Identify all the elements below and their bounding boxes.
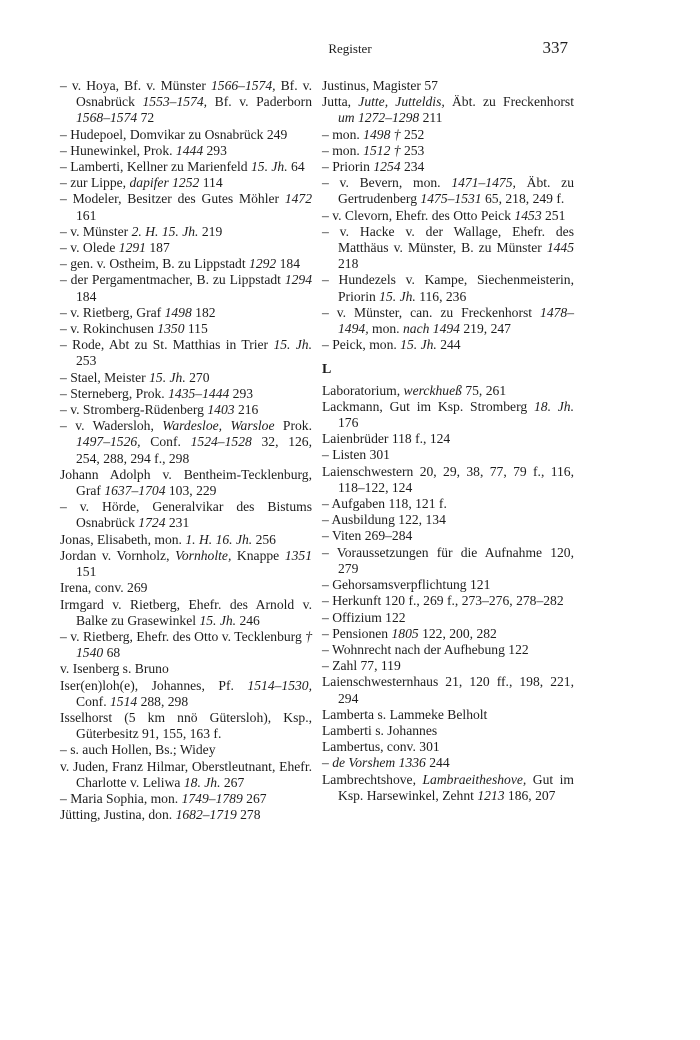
entry-italic-text: Vornholte, xyxy=(175,547,232,563)
index-entry xyxy=(60,629,312,661)
index-entry xyxy=(322,399,574,431)
entry-text: – Herkunft 120 f., 269 f., 273–276, 278–282 xyxy=(322,593,564,609)
index-entry xyxy=(322,772,574,804)
entry-text: 231 xyxy=(165,515,190,531)
index-entry xyxy=(322,337,574,353)
entry-italic-text: 1497–1526, xyxy=(76,434,141,450)
entry-text: Jonas, Elisabeth, mon. xyxy=(60,531,186,547)
entry-text: v. Isenberg s. Bruno xyxy=(60,661,169,677)
index-entry xyxy=(60,548,312,580)
index-entry xyxy=(60,402,312,418)
entry-italic-text: 1553–1574, xyxy=(142,94,208,110)
entry-italic-text: 1291 xyxy=(118,240,146,256)
entry-italic-text: 1568–1574 xyxy=(76,110,138,126)
entry-text: 122, 200, 282 xyxy=(418,625,497,641)
index-entry xyxy=(322,447,574,463)
entry-text: Lamberta s. Lammeke Belholt xyxy=(322,706,488,722)
entry-italic-text: 1566–1574, xyxy=(210,78,276,93)
entry-italic-text: 1351 xyxy=(284,547,312,563)
index-entry xyxy=(60,661,312,677)
entry-italic-text: de Vorshem 1336 xyxy=(332,755,426,771)
entry-text: 115 xyxy=(184,321,208,337)
entry-italic-text: 1350 xyxy=(157,321,185,337)
entry-italic-text: nach 1494 xyxy=(402,321,460,337)
index-entry xyxy=(60,678,312,710)
entry-italic-text: dapifer 1252 xyxy=(129,175,200,191)
entry-text: Gut im Ksp. Harsewinkel, Zehnt xyxy=(338,771,574,803)
index-entry xyxy=(60,305,312,321)
entry-text: 270 xyxy=(185,369,210,385)
index-entry xyxy=(60,159,312,175)
entry-text: Jutta, xyxy=(322,94,359,110)
entry-italic-text: 1435–1444 xyxy=(168,385,230,401)
entry-text: Iser(en)loh(e), Johannes, Pf. xyxy=(60,677,248,693)
index-entry xyxy=(322,545,574,577)
entry-text: 253 xyxy=(400,142,425,158)
entry-text: – xyxy=(322,755,333,771)
entry-italic-text: 1498 † xyxy=(363,126,401,142)
index-entry xyxy=(60,807,312,823)
entry-italic-text: 1445 xyxy=(546,240,574,256)
entry-text: – v. Rietberg, Graf xyxy=(60,304,165,320)
index-entry xyxy=(322,593,574,609)
entry-text: – v. Münster xyxy=(60,223,132,239)
entry-text: – Rode, Abt zu St. Matthias in Trier xyxy=(60,337,274,353)
index-entry xyxy=(60,224,312,240)
entry-italic-text: 18. Jh. xyxy=(533,398,574,414)
entry-text: v. Juden, Franz Hilmar, Oberstleutnant, Ehefr. Charlotte v. Leliwa xyxy=(60,758,312,790)
entry-italic-text: 1514 xyxy=(109,693,138,709)
entry-text: – Gehorsamsverpflichtung 121 xyxy=(322,577,491,593)
index-entry xyxy=(322,626,574,642)
entry-italic-text: 15. Jh. xyxy=(251,159,288,175)
index-entry xyxy=(60,127,312,143)
entry-text: 244 xyxy=(425,755,450,771)
entry-text: Laienbrüder 118 f., 124 xyxy=(322,431,451,447)
entry-italic-text: 18. Jh. xyxy=(183,774,221,790)
index-entry xyxy=(322,272,574,304)
page-number: 337 xyxy=(542,38,568,57)
entry-text: 161 xyxy=(76,207,97,223)
index-entry xyxy=(60,321,312,337)
entry-text: Prok. xyxy=(274,418,312,434)
index-entry xyxy=(60,597,312,629)
index-entry xyxy=(322,577,574,593)
index-entry xyxy=(322,175,574,207)
entry-text: 211 xyxy=(419,110,443,126)
entry-text: – Viten 269–284 xyxy=(322,528,413,544)
entry-text: 64 xyxy=(287,159,305,175)
index-entry xyxy=(322,674,574,706)
entry-italic-text: 15. Jh. xyxy=(199,612,237,628)
entry-text: – v. Stromberg-Rüdenberg xyxy=(60,402,208,418)
entry-italic-text: 15. Jh. xyxy=(273,337,313,353)
left-index-column xyxy=(60,78,312,823)
entry-text: – v. Wadersloh, xyxy=(60,418,163,434)
entry-italic-text: Lambraeitheshove, xyxy=(422,771,527,787)
entry-text: 103, 229 xyxy=(165,483,217,499)
entry-text: 252 xyxy=(400,126,425,142)
index-entry xyxy=(322,723,574,739)
entry-italic-text: 1403 xyxy=(207,402,235,418)
entry-text: Bf. v. Osnabrück xyxy=(76,78,312,110)
index-entry xyxy=(60,580,312,596)
index-entry xyxy=(60,272,312,304)
entry-text: – Listen 301 xyxy=(322,447,390,463)
index-entry xyxy=(322,94,574,126)
entry-text: – Aufgaben 118, 121 f. xyxy=(322,496,447,512)
entry-text: – der Pergamentmacher, B. zu Lippstadt xyxy=(60,272,285,288)
entry-text: 278 xyxy=(236,807,261,823)
entry-text: 253 xyxy=(76,353,97,369)
index-entry xyxy=(322,642,574,658)
index-entry xyxy=(322,431,574,447)
index-entry xyxy=(60,532,312,548)
entry-text: – s. auch Hollen, Bs.; Widey xyxy=(60,742,216,758)
entry-text: 72 xyxy=(137,110,155,126)
entry-text: – Voraussetzungen für die Aufnahme 120, 279 xyxy=(322,544,574,576)
index-entry xyxy=(60,742,312,758)
entry-italic-text: 1805 xyxy=(391,625,419,641)
entry-text: – v. Hoya, Bf. v. Münster xyxy=(60,78,211,93)
entry-text: – v. Hörde, Generalvikar des Bistums Osnabrück xyxy=(60,499,312,531)
index-entry xyxy=(60,759,312,791)
index-entry xyxy=(60,791,312,807)
entry-italic-text: 1444 xyxy=(175,142,204,158)
entry-italic-text: 1471–1475, xyxy=(451,175,516,191)
entry-text: Irmgard v. Rietberg, Ehefr. des Arnold v. Balke zu Grasewinkel xyxy=(60,596,312,628)
entry-text: 216 xyxy=(234,402,259,418)
entry-text: 114 xyxy=(199,175,223,191)
entry-text: Laienschwesternhaus 21, 120 ff., 198, 221, 294 xyxy=(322,674,574,706)
entry-italic-text: 1724 xyxy=(138,515,166,531)
entry-italic-text: um 1272–1298 xyxy=(338,110,420,126)
entry-italic-text: 15. Jh. xyxy=(400,337,437,353)
entry-text: – mon. xyxy=(322,142,364,158)
index-entry xyxy=(322,707,574,723)
index-entry xyxy=(60,256,312,272)
entry-text: – Peick, mon. xyxy=(322,337,401,353)
entry-text: Conf. xyxy=(140,434,191,450)
index-entry xyxy=(322,528,574,544)
entry-italic-text: Wardesloe, Warsloe xyxy=(162,418,275,434)
entry-italic-text: 2. H. 15. Jh. xyxy=(131,223,199,239)
index-entry xyxy=(322,512,574,528)
index-entry xyxy=(60,418,312,467)
entry-text: – mon. xyxy=(322,126,364,142)
entry-text: mon. xyxy=(368,321,403,337)
right-index-column xyxy=(322,78,574,804)
entry-text: Jordan v. Vornholz, xyxy=(60,547,176,563)
entry-text: 184 xyxy=(76,288,97,304)
entry-text: – gen. v. Ostheim, B. zu Lippstadt xyxy=(60,256,250,272)
entry-text: 186, 207 xyxy=(504,787,556,803)
index-entry xyxy=(322,159,574,175)
index-entry xyxy=(60,467,312,499)
entry-text: Justinus, Magister 57 xyxy=(322,78,438,93)
index-entry xyxy=(60,191,312,223)
entry-text: 182 xyxy=(191,304,216,320)
entry-text: 234 xyxy=(400,159,425,175)
entry-text: Jütting, Justina, don. xyxy=(60,807,176,823)
entry-text: Lamberti s. Johannes xyxy=(322,722,438,738)
index-entry xyxy=(322,224,574,273)
entry-text: – v. Rietberg, Ehefr. des Otto v. Tecklenburg xyxy=(60,628,306,644)
entry-text: Lackmann, Gut im Ksp. Stromberg xyxy=(322,398,534,414)
index-entry xyxy=(60,143,312,159)
entry-text: 246 xyxy=(236,612,260,628)
index-entry xyxy=(60,337,312,369)
entry-text: – v. Rokinchusen xyxy=(60,321,158,337)
entry-text: – Pensionen xyxy=(322,625,392,641)
entry-text: Äbt. zu Gertrudenberg xyxy=(338,175,574,207)
entry-text: Conf. xyxy=(76,693,110,709)
entry-text: Lambertus, conv. 301 xyxy=(322,739,440,755)
entry-text: Bf. v. Paderborn xyxy=(207,94,312,110)
entry-text: 244 xyxy=(436,337,461,353)
entry-text: 65, 218, 249 f. xyxy=(481,191,565,207)
entry-text: 75, 261 xyxy=(461,382,507,398)
entry-italic-text: 1512 † xyxy=(363,142,401,158)
entry-italic-text: 15. Jh. xyxy=(149,369,186,385)
index-entry xyxy=(322,755,574,771)
entry-italic-text: 1524–1528 xyxy=(190,434,252,450)
entry-text: – v. Münster, can. zu Freckenhorst xyxy=(322,304,541,320)
entry-italic-text: 1294 xyxy=(284,272,312,288)
entry-italic-text: 1254 xyxy=(373,159,401,175)
entry-text: – Priorin xyxy=(322,159,374,175)
index-entry xyxy=(322,208,574,224)
entry-text: Isselhorst (5 km nnö Gütersloh), Ksp., Güterbesitz 91, 155, 163 f. xyxy=(60,709,312,742)
entry-text: 219, 247 xyxy=(459,321,511,337)
entry-text: 32, 126, 254, 288, 294 f., 298 xyxy=(76,434,312,466)
entry-italic-text: 1. H. 16. Jh. xyxy=(185,531,253,547)
index-entry xyxy=(322,610,574,626)
index-entry xyxy=(322,496,574,512)
index-entry xyxy=(60,240,312,256)
section-letter: L xyxy=(322,362,332,378)
entry-text: – v. Olede xyxy=(60,240,119,256)
entry-text: Laboratorium, xyxy=(322,382,404,398)
entry-text: 293 xyxy=(203,142,227,158)
entry-text: 151 xyxy=(76,564,97,580)
entry-text: Irena, conv. 269 xyxy=(60,580,148,596)
entry-text: – v. Bevern, mon. xyxy=(322,175,452,191)
entry-text: – v. Clevorn, Ehefr. des Otto Peick xyxy=(322,207,515,223)
entry-text: 187 xyxy=(145,240,170,256)
entry-text: – zur Lippe, xyxy=(60,175,130,191)
entry-text: – Hudepoel, Domvikar zu Osnabrück 249 xyxy=(60,126,288,142)
entry-text: 267 xyxy=(220,774,245,790)
entry-text: – Zahl 77, 119 xyxy=(322,658,401,674)
entry-italic-text: Jutte, Jutteldis, xyxy=(358,94,445,110)
entry-text: – Stael, Meister xyxy=(60,369,150,385)
entry-text: Laienschwestern 20, 29, 38, 77, 79 f., 116, 118–122, 124 xyxy=(322,463,574,495)
entry-italic-text: 15. Jh. xyxy=(379,288,416,304)
entry-text: – Offizium 122 xyxy=(322,609,406,625)
entry-text: – Lamberti, Kellner zu Marienfeld xyxy=(60,159,251,175)
entry-italic-text: 1292 xyxy=(249,256,277,272)
index-entry xyxy=(322,739,574,755)
index-entry xyxy=(322,127,574,143)
entry-italic-text: 1478–1494, xyxy=(338,304,574,337)
entry-text: 267 xyxy=(242,790,267,806)
entry-text: Äbt. zu Freckenhorst xyxy=(444,94,574,110)
running-head xyxy=(0,38,700,58)
entry-text: – Hunewinkel, Prok. xyxy=(60,142,176,158)
entry-text: – Modeler, Besitzer des Gutes Möhler xyxy=(60,191,285,207)
entry-text: 68 xyxy=(103,645,121,661)
index-entry xyxy=(60,370,312,386)
running-title: Register xyxy=(328,41,372,56)
entry-italic-text: 1749–1789 xyxy=(181,790,243,806)
entry-italic-text: 1453 xyxy=(514,207,542,223)
entry-text: 256 xyxy=(252,531,276,547)
entry-text: – Maria Sophia, mon. xyxy=(60,790,182,806)
index-entry xyxy=(322,78,574,94)
entry-italic-text: 1514–1530, xyxy=(247,677,312,693)
entry-italic-text: 1213 xyxy=(477,787,505,803)
entry-italic-text: 1498 xyxy=(164,304,192,320)
entry-text: 184 xyxy=(276,256,301,272)
entry-italic-text: † 1540 xyxy=(76,628,312,661)
entry-text: Lambrechtshove, xyxy=(322,771,423,787)
entry-text: – Sterneberg, Prok. xyxy=(60,385,169,401)
index-entry xyxy=(322,143,574,159)
entry-text: 218 xyxy=(338,256,359,272)
entry-text: – Wohnrecht nach der Aufhebung 122 xyxy=(322,641,529,657)
entry-text: – v. Hacke v. der Wallage, Ehefr. des Matthäus v. Münster, B. zu Münster xyxy=(322,223,574,256)
index-entry xyxy=(60,710,312,742)
entry-italic-text: 1472 xyxy=(284,191,312,207)
index-entry xyxy=(60,175,312,191)
entry-italic-text: 1637–1704 xyxy=(104,483,166,499)
entry-text: 116, 236 xyxy=(415,288,467,304)
index-entry xyxy=(322,464,574,496)
entry-text: Johann Adolph v. Bentheim-Tecklenburg, Graf xyxy=(60,466,312,499)
entry-italic-text: werckhueß xyxy=(403,382,462,398)
entry-text: 219 xyxy=(198,223,223,239)
entry-text: – Hundezels v. Kampe, Siechenmeisterin, Priorin xyxy=(322,272,574,304)
entry-text: 288, 298 xyxy=(137,693,189,709)
index-entry xyxy=(322,658,574,674)
entry-text: – Ausbildung 122, 134 xyxy=(322,512,446,528)
index-entry xyxy=(60,499,312,531)
entry-text: 293 xyxy=(229,385,254,401)
entry-text: 176 xyxy=(338,415,359,431)
index-entry xyxy=(60,386,312,402)
entry-text: 251 xyxy=(541,207,566,223)
index-entry xyxy=(60,78,312,127)
entry-italic-text: 1475–1531 xyxy=(420,191,482,207)
index-entry xyxy=(322,305,574,337)
entry-italic-text: 1682–1719 xyxy=(175,807,237,823)
entry-text: Knappe xyxy=(231,547,285,563)
index-entry xyxy=(322,383,574,399)
